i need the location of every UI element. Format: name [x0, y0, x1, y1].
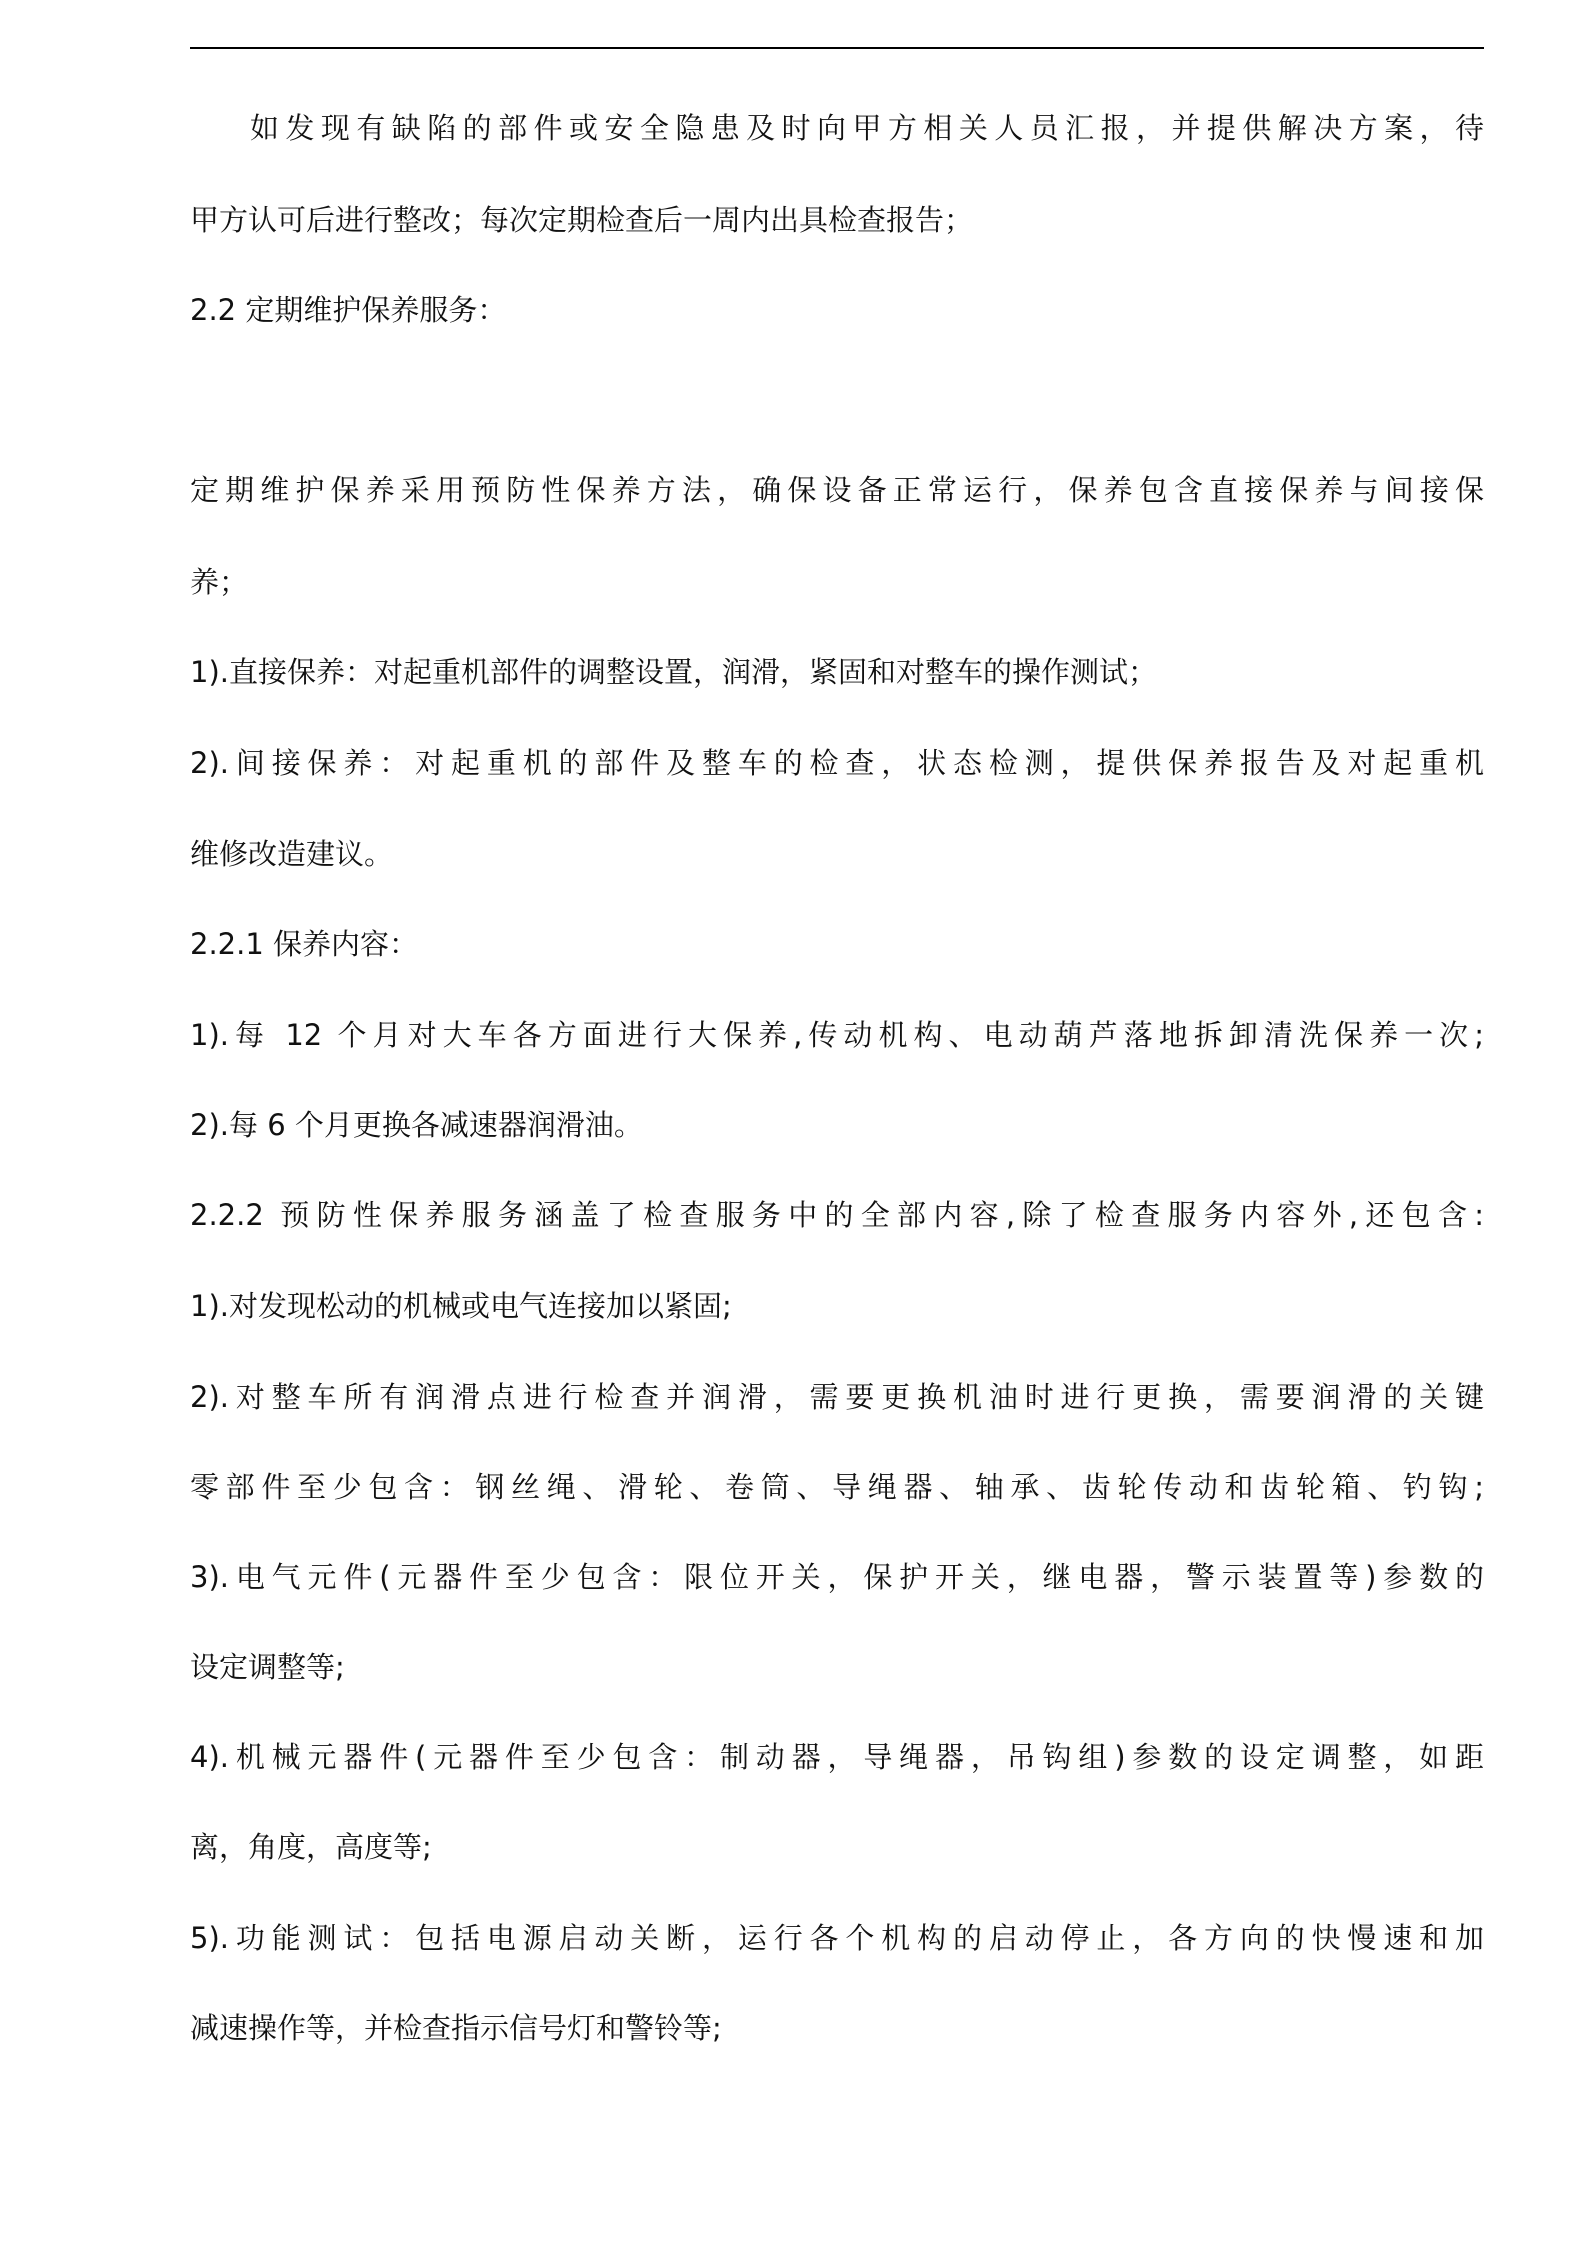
- list-item: 2).间接保养：对起重机的部件及整车的检查，状态检测，提供保养报告及对起重机: [190, 746, 1484, 780]
- list-item: 2).每 6 个月更换各减速器润滑油。: [190, 1108, 643, 1142]
- list-item-continuation: 设定调整等;: [190, 1650, 345, 1684]
- section-heading: 2.2.1 保养内容：: [190, 927, 419, 961]
- list-item: 3).电气元件(元器件至少包含：限位开关，保护开关，继电器，警示装置等)参数的: [190, 1560, 1484, 1594]
- list-item: 1).每 12 个月对大车各方面进行大保养,传动机构、电动葫芦落地拆卸清洗保养一次;: [190, 1018, 1484, 1052]
- paragraph-line: 养；: [190, 565, 249, 599]
- paragraph-line: 定期维护保养采用预防性保养方法，确保设备正常运行，保养包含直接保养与间接保: [190, 473, 1484, 507]
- list-item-continuation: 维修改造建议。: [190, 837, 394, 871]
- list-item: 4).机械元器件(元器件至少包含：制动器，导绳器，吊钩组)参数的设定调整，如距: [190, 1740, 1484, 1774]
- list-item: 1).对发现松动的机械或电气连接加以紧固;: [190, 1289, 732, 1323]
- list-item-continuation: 零部件至少包含：钢丝绳、滑轮、卷筒、导绳器、轴承、齿轮传动和齿轮箱、钓钩;: [190, 1470, 1484, 1504]
- list-item: 1).直接保养：对起重机部件的调整设置，润滑，紧固和对整车的操作测试；: [190, 655, 1157, 689]
- header-rule: [190, 47, 1484, 49]
- paragraph-line: 如发现有缺陷的部件或安全隐患及时向甲方相关人员汇报，并提供解决方案，待: [250, 111, 1484, 145]
- list-item-continuation: 减速操作等，并检查指示信号灯和警铃等;: [190, 2011, 722, 2045]
- list-item: 2).对整车所有润滑点进行检查并润滑，需要更换机油时进行更换，需要润滑的关键: [190, 1380, 1484, 1414]
- list-item: 5).功能测试：包括电源启动关断，运行各个机构的启动停止，各方向的快慢速和加: [190, 1921, 1484, 1955]
- section-heading: 2.2 定期维护保养服务：: [190, 293, 507, 327]
- section-heading: 2.2.2 预防性保养服务涵盖了检查服务中的全部内容,除了检查服务内容外,还包含:: [190, 1198, 1484, 1232]
- paragraph-line: 甲方认可后进行整改；每次定期检查后一周内出具检查报告；: [190, 203, 974, 237]
- list-item-continuation: 离，角度，高度等;: [190, 1830, 432, 1864]
